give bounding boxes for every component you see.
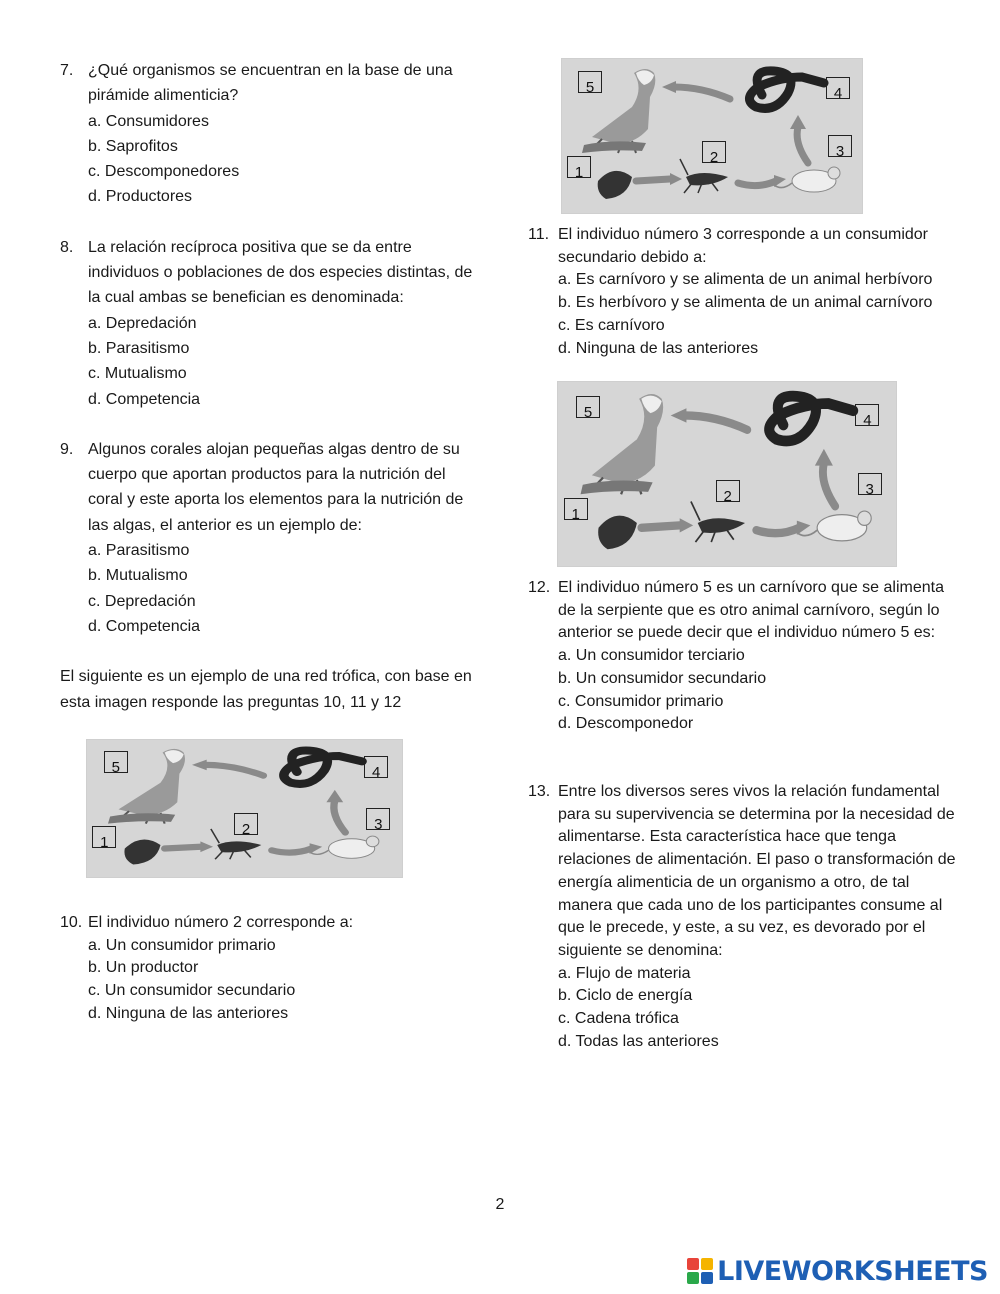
option-d[interactable]: d. Descomponedor xyxy=(558,715,694,733)
food-web-label-box-2 xyxy=(234,813,258,838)
option-a[interactable]: a. Un consumidor terciario xyxy=(558,647,745,665)
food-web-label: 1 xyxy=(574,164,584,181)
food-web-label: 3 xyxy=(835,143,845,160)
food-web-label: 3 xyxy=(865,480,874,498)
food-web-label-box-5 xyxy=(578,71,602,96)
arrow-leaf-to-grasshopper xyxy=(165,847,201,849)
arrow-grasshopper-to-mouse xyxy=(756,528,799,533)
food-web-image-3 xyxy=(86,739,403,878)
snake-icon xyxy=(749,71,824,109)
arrowhead xyxy=(200,841,213,852)
food-web-label-box-3 xyxy=(366,808,390,833)
option-d[interactable]: d. Competencia xyxy=(88,617,201,635)
arrowhead xyxy=(662,81,676,93)
option-b[interactable]: b. Parasitismo xyxy=(88,339,190,357)
question-number: 12. xyxy=(528,579,551,596)
arrowhead xyxy=(797,521,811,535)
option-b[interactable]: b. Mutualismo xyxy=(88,567,188,585)
brand-logo[interactable] xyxy=(687,1256,988,1286)
arrow-snake-to-eagle xyxy=(205,765,264,776)
question-text: El individuo número 2 corresponde a: xyxy=(88,914,354,931)
food-web-label: 5 xyxy=(111,758,120,776)
food-web-label-box-3 xyxy=(858,473,882,498)
arrowhead xyxy=(774,175,786,187)
food-web-label-box-4 xyxy=(826,77,850,102)
food-web-label: 5 xyxy=(585,79,595,96)
question-12 xyxy=(528,577,958,736)
arrowhead xyxy=(310,843,323,854)
option-a[interactable]: a. Consumidores xyxy=(88,112,209,130)
food-web-drawing xyxy=(562,59,862,213)
food-web-label-box-2 xyxy=(702,141,726,166)
left-column xyxy=(60,58,480,731)
question-8 xyxy=(60,235,480,412)
food-web-label: 3 xyxy=(374,815,383,833)
food-web-label: 5 xyxy=(583,404,593,422)
option-a[interactable]: a. Depredación xyxy=(88,314,197,332)
arrow-mouse-to-snake xyxy=(334,800,345,832)
brand-name: LIVEWORKSHEETS xyxy=(717,1255,988,1287)
option-c[interactable]: c. Un consumidor secundario xyxy=(88,982,296,1000)
arrowhead xyxy=(670,173,682,185)
arrow-snake-to-eagle xyxy=(684,415,747,429)
option-c[interactable]: c. Depredación xyxy=(88,592,196,610)
brand-mark-square xyxy=(701,1258,713,1270)
leaf-icon xyxy=(598,516,637,550)
brand-mark-icon xyxy=(687,1258,713,1284)
grasshopper-icon xyxy=(691,501,745,542)
food-web-label: 4 xyxy=(372,764,381,781)
question-text: Algunos corales alojan pequeñas algas dentro de su cuerpo que aportan productos para la nutrición del coral y este aporta los elementos para la nutrición de las algas, el anterior es un ejemplo de: xyxy=(88,440,464,534)
question-9 xyxy=(60,437,480,639)
arrow-leaf-to-grasshopper xyxy=(636,179,670,181)
food-web-drawing xyxy=(87,740,402,877)
option-a[interactable]: a. Parasitismo xyxy=(88,542,190,560)
question-number: 7. xyxy=(60,62,74,79)
arrow-grasshopper-to-mouse xyxy=(272,849,312,853)
arrowhead xyxy=(790,115,806,129)
question-7 xyxy=(60,58,480,210)
food-web-label: 4 xyxy=(833,85,843,102)
question-number: 9. xyxy=(60,440,74,458)
leaf-icon xyxy=(124,840,160,865)
arrow-grasshopper-to-mouse xyxy=(738,181,776,186)
option-c[interactable]: c. Descomponedores xyxy=(88,163,240,181)
option-c[interactable]: c. Cadena trófica xyxy=(558,1010,679,1028)
question-text: ¿Qué organismos se encuentran en la base de una pirámide alimenticia? xyxy=(88,62,453,105)
option-d[interactable]: d. Todas las anteriores xyxy=(558,1032,719,1050)
arrowhead xyxy=(815,449,833,466)
option-a[interactable]: a. Un consumidor primario xyxy=(88,936,276,954)
food-web-label: 2 xyxy=(709,149,719,166)
option-c[interactable]: c. Es carnívoro xyxy=(558,316,665,334)
arrowhead xyxy=(326,790,343,802)
snake-icon xyxy=(284,751,362,784)
grasshopper-icon xyxy=(680,159,728,193)
option-c[interactable]: c. Mutualismo xyxy=(88,365,187,383)
food-web-image-2 xyxy=(557,381,897,567)
option-a[interactable]: a. Es carnívoro y se alimenta de un animal herbívoro xyxy=(558,271,933,289)
question-text: La relación recíproca positiva que se da entre individuos o poblaciones de dos especies distintas, de la cual ambas se benefician es denominada: xyxy=(88,238,473,307)
food-web-label-box-5 xyxy=(104,751,128,776)
question-number: 10. xyxy=(60,914,83,931)
food-web-label-box-5 xyxy=(576,396,600,422)
food-web-label: 2 xyxy=(723,487,732,505)
arrowhead xyxy=(671,408,687,422)
food-web-label-box-1 xyxy=(92,826,116,852)
option-d[interactable]: d. Competencia xyxy=(88,390,201,408)
option-b[interactable]: b. Un consumidor secundario xyxy=(558,669,767,687)
arrowhead xyxy=(680,518,694,532)
option-d[interactable]: d. Productores xyxy=(88,188,193,206)
option-b[interactable]: b. Es herbívoro y se alimenta de un animal carnívoro xyxy=(558,294,933,312)
arrow-mouse-to-snake xyxy=(823,463,835,506)
option-d[interactable]: d. Ninguna de las anteriores xyxy=(88,1004,289,1022)
food-web-label: 1 xyxy=(571,505,580,523)
question-number: 11. xyxy=(528,226,550,243)
option-b[interactable]: b. Ciclo de energía xyxy=(558,987,693,1005)
question-text: El individuo número 5 es un carnívoro que se alimenta de la serpiente que es otro animal carnívoro, según lo anterior se puede decir que el individuo número 5 es: xyxy=(558,579,944,642)
food-web-label-box-2 xyxy=(716,480,740,505)
option-d[interactable]: d. Ninguna de las anteriores xyxy=(558,339,759,357)
option-a[interactable]: a. Flujo de materia xyxy=(558,964,691,982)
arrow-snake-to-eagle xyxy=(674,87,730,99)
question-13 xyxy=(528,781,958,1053)
food-web-label-box-1 xyxy=(567,156,591,181)
brand-mark-square xyxy=(701,1272,713,1284)
question-text: El individuo número 3 corresponde a un consumidor secundario debido a: xyxy=(558,226,928,266)
question-number: 8. xyxy=(60,238,74,256)
food-web-image-1 xyxy=(561,58,863,214)
question-10 xyxy=(60,912,480,1026)
question-text: Entre los diversos seres vivos la relación fundamental para su supervivencia se determina por la necesidad de alimentarse. Esta característica hace que tenga relaciones de alimentación. El paso o transformación de energía alimenticia de un organismo a otro, de tal manera que cada uno de los participantes consume al que le precede, y este, a su vez, es devorado por el siguiente se denomina: xyxy=(558,783,956,959)
food-web-intro: El siguiente es un ejemplo de una red trófica, con base en esta imagen responde las preguntas 10, 11 y 12 xyxy=(60,668,472,711)
brand-mark-square xyxy=(687,1272,699,1284)
question-number: 13. xyxy=(528,783,551,800)
question-11 xyxy=(528,224,958,360)
food-web-label: 4 xyxy=(863,411,872,429)
food-web-label-box-4 xyxy=(855,404,879,429)
food-web-drawing xyxy=(558,382,896,566)
food-web-label: 1 xyxy=(100,834,109,852)
arrow-mouse-to-snake xyxy=(797,127,808,163)
snake-icon xyxy=(769,396,853,441)
arrow-leaf-to-grasshopper xyxy=(641,525,679,527)
option-c[interactable]: c. Consumidor primario xyxy=(558,692,724,710)
option-b[interactable]: b. Saprofitos xyxy=(88,137,178,155)
brand-mark-square xyxy=(687,1258,699,1270)
option-b[interactable]: b. Un productor xyxy=(88,959,199,977)
food-web-label-box-1 xyxy=(564,498,588,523)
arrowhead xyxy=(192,760,207,771)
page-number: 2 xyxy=(495,1196,505,1213)
food-web-label-box-4 xyxy=(364,756,388,781)
leaf-icon xyxy=(598,171,632,199)
food-web-label: 2 xyxy=(241,820,251,838)
food-web-label-box-3 xyxy=(828,135,852,160)
